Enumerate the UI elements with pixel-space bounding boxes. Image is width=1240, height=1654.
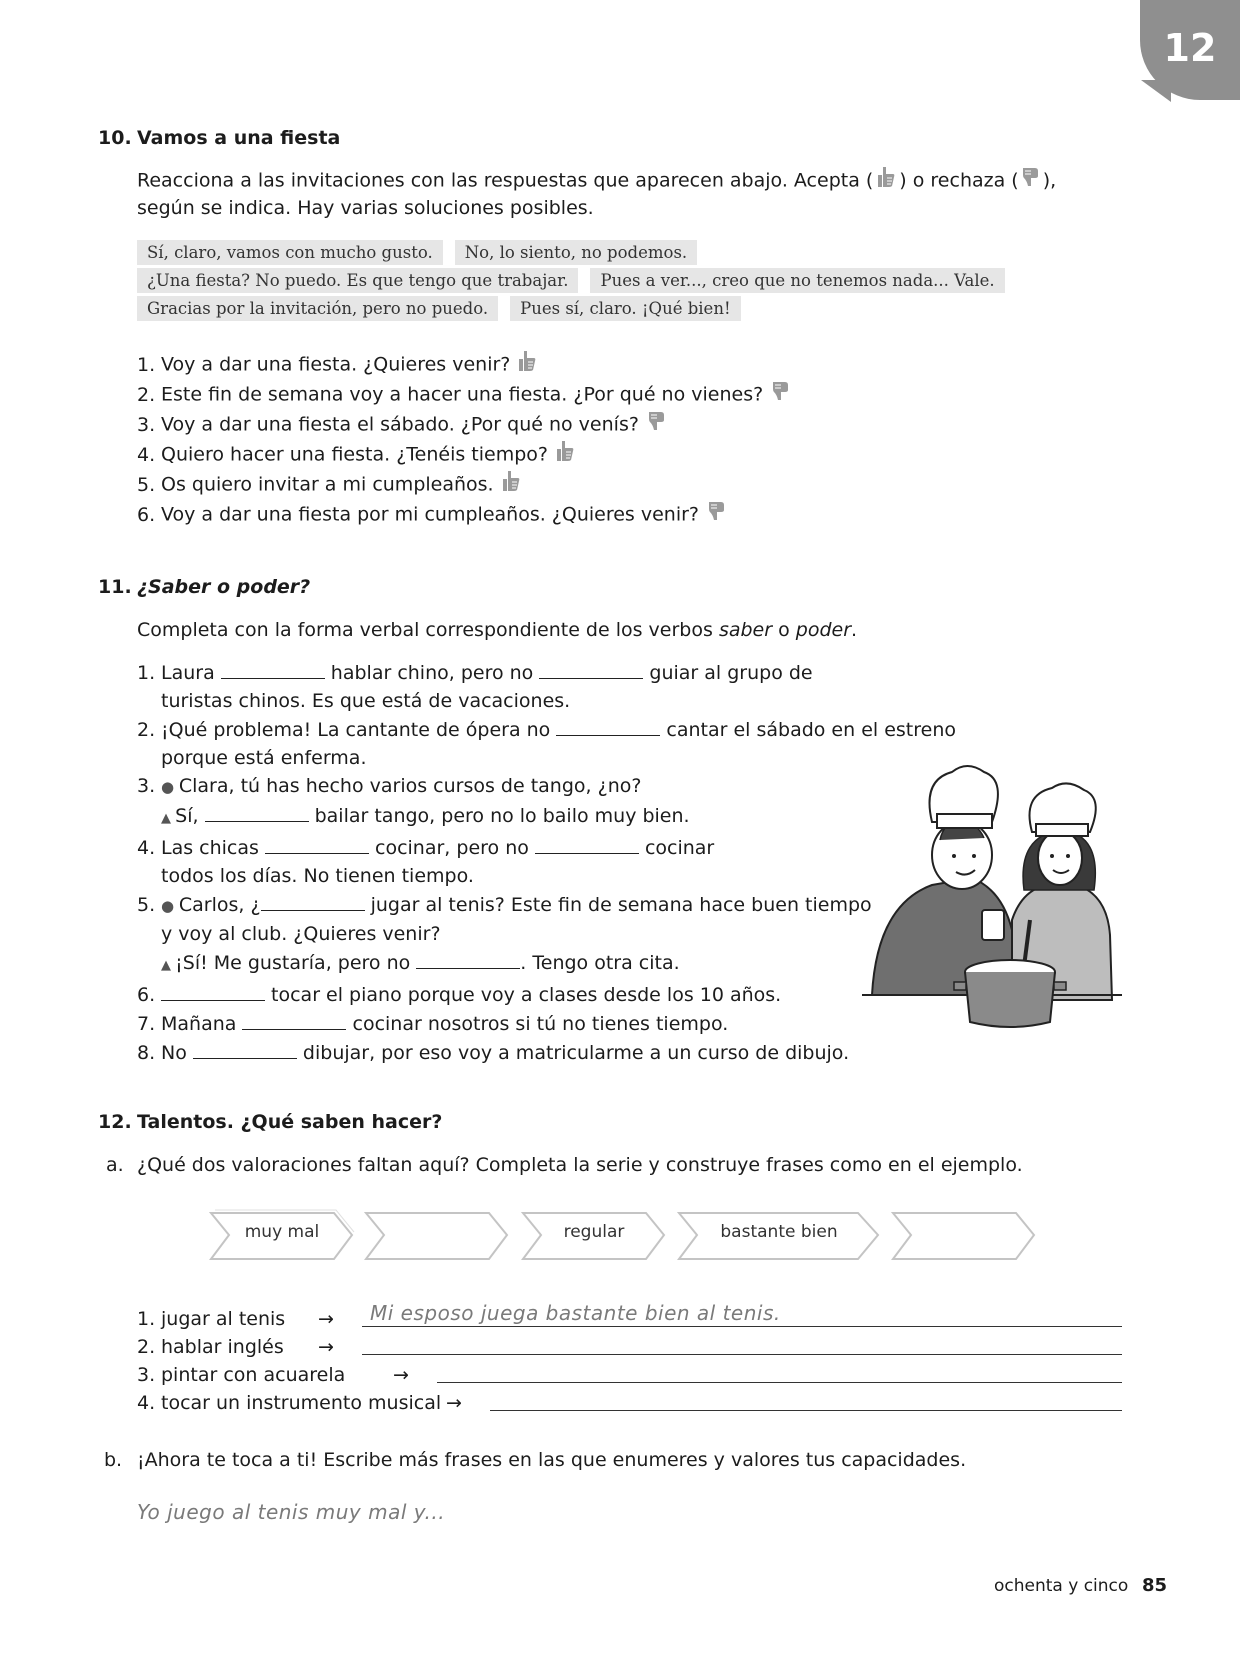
item-text: Clara, tú has hecho varios cursos de tango, ¿no? xyxy=(178,775,642,797)
ex10-chips-row1 xyxy=(137,240,697,265)
list-item xyxy=(137,980,956,1009)
ex11-title: ¿Saber o poder? xyxy=(137,576,311,598)
list-item xyxy=(137,1361,345,1389)
scale-label: muy mal xyxy=(244,1222,320,1242)
thumbs-down-icon xyxy=(771,380,791,410)
item-text: Mañana xyxy=(161,1013,243,1035)
item-text: Voy a dar una fiesta por mi cumpleaños. ¿Quieres venir? xyxy=(161,503,700,526)
instruction-text: Reacciona a las invitaciones con las respuestas que aparecen abajo. Acepta ( xyxy=(137,169,874,192)
ex11-instruction xyxy=(137,616,857,644)
list-item-continuation: todos los días. No tienen tiempo. xyxy=(161,865,474,887)
list-item xyxy=(137,890,956,920)
scale-label: bastante bien xyxy=(720,1222,838,1242)
list-item-continuation: y voy al club. ¿Quieres venir? xyxy=(161,923,441,945)
instruction-verb-saber: saber xyxy=(718,619,773,641)
scale-step-empty[interactable] xyxy=(363,1207,511,1259)
item-number: 4. xyxy=(137,1392,156,1414)
scale-step xyxy=(520,1207,668,1259)
arrow-icon: → xyxy=(446,1392,462,1414)
blank-field[interactable] xyxy=(242,1009,346,1030)
thumbs-up-icon xyxy=(556,440,574,470)
footer-page-words: ochenta y cinco xyxy=(994,1576,1129,1596)
instruction-verb-poder: poder xyxy=(795,619,852,641)
item-number: 1. xyxy=(137,662,156,684)
list-item xyxy=(137,500,791,530)
item-text: Laura xyxy=(161,662,221,684)
answer-line[interactable] xyxy=(490,1410,1122,1411)
item-number: 6. xyxy=(137,984,156,1006)
list-item xyxy=(137,1009,956,1038)
handwritten-example: Mi esposo juega bastante bien al tenis. xyxy=(370,1301,781,1325)
list-item xyxy=(137,658,956,687)
item-number: 2. xyxy=(137,383,156,406)
bullet-icon: ● xyxy=(161,778,179,796)
instruction-text: Completa con la forma verbal correspondiente de los verbos xyxy=(137,619,719,641)
arrow-icon: → xyxy=(318,1308,334,1330)
item-text: dibujar, por eso voy a matricularme a un curso de dibujo. xyxy=(296,1042,850,1064)
bullet-icon: ● xyxy=(161,897,179,915)
item-text: cocinar, pero no xyxy=(368,837,535,859)
cooks-illustration xyxy=(862,760,1122,1034)
footer-page-number: 85 xyxy=(1142,1575,1168,1596)
thumbs-down-icon xyxy=(1021,166,1041,196)
item-text: cantar el sábado en el estreno xyxy=(660,719,957,741)
thumbs-down-icon xyxy=(647,410,667,440)
blank-field[interactable] xyxy=(205,801,309,822)
blank-field[interactable] xyxy=(416,948,520,969)
blank-field[interactable] xyxy=(265,833,369,854)
list-item-reply xyxy=(137,948,956,980)
response-chip: No, lo siento, no podemos. xyxy=(455,240,697,265)
ex10-instruction-line2: según se indica. Hay varias soluciones posibles. xyxy=(137,197,594,219)
item-text: Os quiero invitar a mi cumpleaños. xyxy=(161,473,494,496)
thumbs-up-icon xyxy=(877,166,895,196)
list-item xyxy=(137,470,791,500)
item-number: 5. xyxy=(137,894,156,916)
item-text: Carlos, ¿ xyxy=(178,894,261,916)
blank-field[interactable] xyxy=(261,890,365,911)
ex10-title: Vamos a una fiesta xyxy=(137,127,341,149)
item-text: tocar un instrumento musical xyxy=(161,1392,442,1414)
item-number: 7. xyxy=(137,1013,156,1035)
handwritten-example-b: Yo juego al tenis muy mal y... xyxy=(137,1500,446,1524)
item-text: Voy a dar una fiesta. ¿Quieres venir? xyxy=(161,353,511,376)
item-number: 4. xyxy=(137,837,156,859)
ex12-b-instruction: ¡Ahora te toca a ti! Escribe más frases en las que enumeres y valores tus capacidades. xyxy=(137,1449,967,1471)
item-text: ¡Sí! Me gustaría, pero no xyxy=(175,952,417,974)
ex10-chips-row2 xyxy=(137,268,1005,293)
item-text: bailar tango, pero no lo bailo muy bien. xyxy=(308,805,690,827)
item-number: 2. xyxy=(137,719,156,741)
list-item xyxy=(137,1038,956,1067)
list-item xyxy=(137,440,791,470)
instruction-text: ) o rechaza ( xyxy=(899,169,1019,192)
item-text: tocar el piano porque voy a clases desde los 10 años. xyxy=(265,984,782,1006)
scale-step xyxy=(208,1207,356,1259)
item-text: hablar chino, pero no xyxy=(324,662,540,684)
ex12-number: 12. xyxy=(98,1111,132,1133)
ex12-a-label: a. xyxy=(106,1154,124,1176)
blank-field[interactable] xyxy=(539,658,643,679)
response-chip: Sí, claro, vamos con mucho gusto. xyxy=(137,240,443,265)
item-text: ¡Qué problema! La cantante de ópera no xyxy=(161,719,557,741)
ex10-number: 10. xyxy=(98,127,132,149)
thumbs-up-icon xyxy=(502,470,520,500)
list-item xyxy=(137,1389,441,1417)
list-item xyxy=(137,715,956,744)
item-text: Voy a dar una fiesta el sábado. ¿Por qué no venís? xyxy=(161,413,639,436)
blank-field[interactable] xyxy=(221,658,325,679)
response-chip: Gracias por la invitación, pero no puedo. xyxy=(137,296,498,321)
triangle-icon: ▲ xyxy=(161,958,176,973)
list-item xyxy=(137,350,791,380)
blank-field[interactable] xyxy=(556,715,660,736)
arrow-icon: → xyxy=(318,1336,334,1358)
instruction-text: ), xyxy=(1042,169,1057,192)
blank-field[interactable] xyxy=(535,833,639,854)
ex10-instruction xyxy=(137,166,1056,196)
thumbs-up-icon xyxy=(518,350,536,380)
answer-line[interactable] xyxy=(437,1382,1122,1383)
item-text: . Tengo otra cita. xyxy=(520,952,680,974)
ex12-b-label: b. xyxy=(104,1449,123,1471)
scale-label: regular xyxy=(563,1222,625,1242)
list-item xyxy=(137,833,956,862)
triangle-icon: ▲ xyxy=(161,811,176,826)
thumbs-down-icon xyxy=(707,500,727,530)
ex11-number: 11. xyxy=(98,576,132,598)
ex12-title: Talentos. ¿Qué saben hacer? xyxy=(137,1111,443,1133)
list-item xyxy=(137,410,791,440)
answer-line[interactable] xyxy=(362,1326,1122,1327)
scale-step-empty[interactable] xyxy=(890,1207,1038,1259)
instruction-text: o xyxy=(772,619,796,641)
arrow-icon: → xyxy=(393,1364,409,1386)
item-number: 3. xyxy=(137,1364,156,1386)
item-number: 8. xyxy=(137,1042,156,1064)
scale-step xyxy=(676,1207,882,1259)
item-number: 6. xyxy=(137,503,156,526)
item-number: 5. xyxy=(137,473,156,496)
blank-field[interactable] xyxy=(161,980,265,1001)
item-number: 3. xyxy=(137,413,156,436)
item-text: Este fin de semana voy a hacer una fiesta. ¿Por qué no vienes? xyxy=(161,383,764,406)
answer-line[interactable] xyxy=(362,1354,1122,1355)
list-item xyxy=(137,1305,285,1333)
item-text: jugar al tenis? Este fin de semana hace buen tiempo xyxy=(364,894,872,916)
list-item-continuation: porque está enferma. xyxy=(161,747,367,769)
unit-badge-tail xyxy=(1141,80,1171,102)
ex12-a-instruction: ¿Qué dos valoraciones faltan aquí? Completa la serie y construye frases como en el ejemplo. xyxy=(137,1154,1023,1176)
ex11-items xyxy=(137,658,956,1067)
response-chip: Pues sí, claro. ¡Qué bien! xyxy=(510,296,740,321)
item-number: 1. xyxy=(137,1308,156,1330)
item-text: cocinar xyxy=(638,837,715,859)
list-item xyxy=(137,1333,284,1361)
item-text: jugar al tenis xyxy=(161,1308,286,1330)
item-text: Sí, xyxy=(175,805,205,827)
item-text: Las chicas xyxy=(161,837,265,859)
list-item xyxy=(137,772,956,801)
item-text: hablar inglés xyxy=(161,1336,284,1358)
list-item-continuation: turistas chinos. Es que está de vacaciones. xyxy=(161,690,571,712)
blank-field[interactable] xyxy=(193,1038,297,1059)
unit-number: 12 xyxy=(1163,26,1217,70)
item-text: cocinar nosotros si tú no tienes tiempo. xyxy=(346,1013,729,1035)
item-number: 4. xyxy=(137,443,156,466)
response-chip: ¿Una fiesta? No puedo. Es que tengo que trabajar. xyxy=(137,268,578,293)
response-chip: Pues a ver..., creo que no tenemos nada... Vale. xyxy=(590,268,1004,293)
item-number: 2. xyxy=(137,1336,156,1358)
instruction-text: . xyxy=(851,619,858,641)
item-text: Quiero hacer una fiesta. ¿Tenéis tiempo? xyxy=(161,443,548,466)
item-text: guiar al grupo de xyxy=(643,662,813,684)
item-text: No xyxy=(161,1042,193,1064)
list-item xyxy=(137,380,791,410)
ex10-chips-row3 xyxy=(137,296,741,321)
list-item-reply xyxy=(137,801,956,833)
item-number: 3. xyxy=(137,775,156,797)
item-number: 1. xyxy=(137,353,156,376)
item-text: pintar con acuarela xyxy=(161,1364,346,1386)
ex10-items xyxy=(137,350,791,530)
